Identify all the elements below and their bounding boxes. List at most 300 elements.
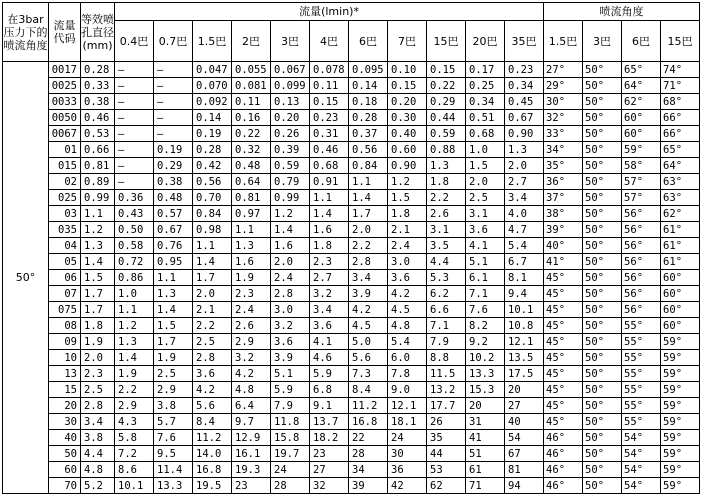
flow-value-cell: 23 [232, 478, 271, 494]
flow-value-cell: 0.90 [388, 158, 427, 174]
table-row [3, 110, 700, 126]
spray-angle-cell: 50° [583, 190, 622, 206]
flow-value-cell: 0.070 [193, 78, 232, 94]
flow-value-cell: 2.2 [427, 190, 466, 206]
flow-value-cell: 0.43 [115, 206, 154, 222]
flow-value-cell: 8.8 [427, 350, 466, 366]
flow-value-cell: 0.20 [271, 110, 310, 126]
flow-value-cell: 0.11 [232, 94, 271, 110]
flow-value-cell: 0.23 [310, 110, 349, 126]
flow-value-cell: 0.86 [115, 270, 154, 286]
spray-angle-cell: 55° [622, 350, 661, 366]
flow-value-cell: 3.6 [271, 334, 310, 350]
flow-value-cell: 7.3 [349, 366, 388, 382]
spray-angle-cell: 59° [661, 366, 700, 382]
spray-angle-cell: 50° [583, 414, 622, 430]
spray-angle-cell: 59° [661, 430, 700, 446]
flow-value-cell: 4.8 [388, 318, 427, 334]
flow-value-cell: 61 [466, 462, 505, 478]
flow-value-cell: 1.6 [310, 222, 349, 238]
flow-value-cell: 1.4 [310, 206, 349, 222]
flow-value-cell: 2.6 [232, 318, 271, 334]
flow-value-cell: 13.5 [505, 350, 544, 366]
flow-value-cell: 16.8 [349, 414, 388, 430]
table-row [3, 430, 700, 446]
flow-value-cell: 10.2 [466, 350, 505, 366]
flow-value-cell: 42 [388, 478, 427, 494]
spray-angle-cell: 50° [583, 238, 622, 254]
flow-value-cell: 1.4 [154, 302, 193, 318]
spray-angle-cell: 45° [544, 286, 583, 302]
flow-code-cell: 05 [49, 254, 81, 270]
flow-value-cell: – [154, 78, 193, 94]
flow-code-cell: 60 [49, 462, 81, 478]
spray-angle-cell: 62° [661, 206, 700, 222]
flow-value-cell: 19.7 [271, 446, 310, 462]
flow-value-cell: 2.4 [271, 270, 310, 286]
flow-value-cell: 0.28 [349, 110, 388, 126]
spray-angle-cell: 59° [661, 478, 700, 494]
flow-value-cell: 2.1 [193, 302, 232, 318]
flow-value-cell: 2.3 [232, 286, 271, 302]
spray-angle-cell: 50° [583, 446, 622, 462]
flow-value-cell: 1.0 [115, 286, 154, 302]
flow-value-cell: 2.8 [349, 254, 388, 270]
table-row [3, 238, 700, 254]
flow-value-cell: 36 [388, 462, 427, 478]
flow-value-cell: 0.14 [193, 110, 232, 126]
orifice-header: 等效喷孔直径(mm) [81, 3, 115, 62]
flow-value-cell: 2.5 [193, 334, 232, 350]
spray-angle-cell: 64° [661, 158, 700, 174]
flow-code-cell: 15 [49, 382, 81, 398]
spray-angle-cell: 61° [661, 238, 700, 254]
flow-value-cell: 4.4 [427, 254, 466, 270]
spray-angle-cell: 59° [661, 462, 700, 478]
flow-value-cell: – [115, 78, 154, 94]
flow-value-cell: 5.6 [349, 350, 388, 366]
spray-angle-cell: 45° [544, 270, 583, 286]
flow-value-cell: 35 [427, 430, 466, 446]
flow-value-cell: – [115, 158, 154, 174]
spray-angle-cell: 57° [622, 174, 661, 190]
orifice-diameter-cell: 5.2 [81, 478, 115, 494]
flow-value-cell: 1.3 [154, 286, 193, 302]
flow-value-cell: 17.5 [505, 366, 544, 382]
angle-pressure-header: 3巴 [583, 21, 622, 62]
flow-pressure-header: 6巴 [349, 21, 388, 62]
flow-value-cell: 12.9 [232, 430, 271, 446]
flow-value-cell: 3.1 [466, 206, 505, 222]
flow-value-cell: 2.2 [193, 318, 232, 334]
flow-code-cell: 0050 [49, 110, 81, 126]
flow-value-cell: 2.0 [349, 222, 388, 238]
flow-code-cell: 09 [49, 334, 81, 350]
flow-value-cell: 0.72 [115, 254, 154, 270]
flow-value-cell: 7.1 [427, 318, 466, 334]
flow-value-cell: 0.99 [271, 190, 310, 206]
spray-angle-cell: 56° [622, 206, 661, 222]
flow-value-cell: 0.95 [154, 254, 193, 270]
orifice-diameter-cell: 2.8 [81, 398, 115, 414]
flow-value-cell: 9.4 [505, 286, 544, 302]
angle-pressure-header: 15巴 [661, 21, 700, 62]
flow-value-cell: 24 [271, 462, 310, 478]
flow-value-cell: 0.56 [349, 142, 388, 158]
flow-value-cell: 0.32 [232, 142, 271, 158]
flow-value-cell: 0.23 [505, 62, 544, 78]
flow-value-cell: 13.3 [154, 478, 193, 494]
flow-value-cell: 3.5 [427, 238, 466, 254]
flow-value-cell: 0.68 [466, 126, 505, 142]
flow-value-cell: 0.28 [193, 142, 232, 158]
angle-pressure-header: 6巴 [622, 21, 661, 62]
flow-code-cell: 06 [49, 270, 81, 286]
flow-value-cell: 16.8 [193, 462, 232, 478]
flow-value-cell: 0.14 [349, 78, 388, 94]
flow-value-cell: 0.48 [154, 190, 193, 206]
flow-value-cell: 6.4 [232, 398, 271, 414]
orifice-diameter-cell: 1.7 [81, 286, 115, 302]
orifice-diameter-cell: 0.66 [81, 142, 115, 158]
flow-value-cell: 26 [427, 414, 466, 430]
flow-value-cell: 41 [466, 430, 505, 446]
flow-value-cell: 0.40 [388, 126, 427, 142]
flow-value-cell: 9.5 [154, 446, 193, 462]
flow-value-cell: 0.095 [349, 62, 388, 78]
flow-value-cell: 0.055 [232, 62, 271, 78]
table-row [3, 334, 700, 350]
flow-code-cell: 03 [49, 206, 81, 222]
flow-code-cell: 10 [49, 350, 81, 366]
orifice-diameter-cell: 0.53 [81, 126, 115, 142]
flow-value-cell: 6.1 [466, 270, 505, 286]
spray-angle-cell: 39° [544, 222, 583, 238]
spray-angle-cell: 63° [661, 174, 700, 190]
table-row [3, 366, 700, 382]
flow-pressure-header: 20巴 [466, 21, 505, 62]
spray-angle-cell: 60° [622, 126, 661, 142]
table-row [3, 462, 700, 478]
flow-value-cell: 1.7 [349, 206, 388, 222]
flow-value-cell: 1.9 [232, 270, 271, 286]
flow-value-cell: 3.0 [271, 302, 310, 318]
spray-angle-cell: 59° [661, 350, 700, 366]
spray-angle-cell: 54° [622, 462, 661, 478]
flow-value-cell: 15.8 [271, 430, 310, 446]
flow-value-cell: 30 [388, 446, 427, 462]
spray-angle-cell: 55° [622, 382, 661, 398]
flow-value-cell: 12.1 [388, 398, 427, 414]
flow-value-cell: 0.48 [232, 158, 271, 174]
spray-angle-cell: 55° [622, 366, 661, 382]
table-row [3, 190, 700, 206]
flow-value-cell: 3.6 [310, 318, 349, 334]
table-row [3, 62, 700, 78]
spray-angle-cell: 35° [544, 158, 583, 174]
flow-value-cell: 0.067 [271, 62, 310, 78]
flow-pressure-header: 7巴 [388, 21, 427, 62]
orifice-diameter-cell: 1.1 [81, 206, 115, 222]
orifice-diameter-cell: 2.5 [81, 382, 115, 398]
flow-group-header: 流量(lmin)* [115, 3, 544, 21]
flow-pressure-header: 0.4巴 [115, 21, 154, 62]
flow-value-cell: 3.6 [193, 366, 232, 382]
flow-value-cell: 1.4 [193, 254, 232, 270]
flow-value-cell: 5.7 [154, 414, 193, 430]
spray-angle-cell: 50° [583, 110, 622, 126]
flow-value-cell: 1.3 [505, 142, 544, 158]
flow-value-cell: 7.6 [466, 302, 505, 318]
flow-value-cell: 15.3 [466, 382, 505, 398]
spray-angle-cell: 29° [544, 78, 583, 94]
flow-value-cell: 44 [427, 446, 466, 462]
flow-value-cell: 0.46 [310, 142, 349, 158]
flow-value-cell: 53 [427, 462, 466, 478]
flow-value-cell: 0.22 [427, 78, 466, 94]
flow-value-cell: 0.078 [310, 62, 349, 78]
flow-value-cell: 4.1 [466, 238, 505, 254]
flow-value-cell: 2.9 [232, 334, 271, 350]
spray-angle-cell: 65° [661, 142, 700, 158]
table-row [3, 398, 700, 414]
flow-value-cell: 0.081 [232, 78, 271, 94]
flow-code-cell: 02 [49, 174, 81, 190]
flow-value-cell: 3.4 [505, 190, 544, 206]
flow-value-cell: 3.8 [154, 398, 193, 414]
flow-value-cell: – [154, 94, 193, 110]
spray-angle-cell: 61° [661, 222, 700, 238]
flow-value-cell: 4.0 [505, 206, 544, 222]
flow-value-cell: 1.3 [232, 238, 271, 254]
orifice-diameter-cell: 0.38 [81, 94, 115, 110]
spray-angle-cell: 60° [661, 302, 700, 318]
flow-value-cell: 2.5 [466, 190, 505, 206]
orifice-diameter-cell: 1.3 [81, 238, 115, 254]
flow-value-cell: 1.3 [115, 334, 154, 350]
flow-pressure-header: 0.7巴 [154, 21, 193, 62]
flow-value-cell: 2.3 [310, 254, 349, 270]
table-row [3, 126, 700, 142]
spray-angle-cell: 68° [661, 94, 700, 110]
flow-value-cell: 4.3 [115, 414, 154, 430]
flow-code-cell: 0017 [49, 62, 81, 78]
flow-value-cell: – [154, 110, 193, 126]
flow-pressure-header: 2巴 [232, 21, 271, 62]
flow-value-cell: 5.9 [271, 382, 310, 398]
spray-angle-cell: 50° [583, 302, 622, 318]
flow-value-cell: 1.9 [154, 350, 193, 366]
flow-value-cell: 0.31 [310, 126, 349, 142]
orifice-diameter-cell: 0.99 [81, 190, 115, 206]
table-row [3, 318, 700, 334]
spray-angle-cell: 71° [661, 78, 700, 94]
flow-value-cell: 1.2 [271, 206, 310, 222]
flow-value-cell: 11.5 [427, 366, 466, 382]
flow-code-cell: 13 [49, 366, 81, 382]
angle-pressure-header: 1.5巴 [544, 21, 583, 62]
flow-value-cell: 0.15 [388, 78, 427, 94]
flow-value-cell: 6.8 [310, 382, 349, 398]
spray-angle-cell: 27° [544, 62, 583, 78]
orifice-diameter-cell: 1.8 [81, 318, 115, 334]
orifice-diameter-cell: 2.0 [81, 350, 115, 366]
flow-value-cell: 2.7 [505, 174, 544, 190]
flow-value-cell: 1.3 [427, 158, 466, 174]
flow-value-cell: 2.7 [310, 270, 349, 286]
spray-angle-cell: 50° [583, 350, 622, 366]
flow-value-cell: 7.9 [271, 398, 310, 414]
flow-value-cell: 4.6 [310, 350, 349, 366]
flow-value-cell: 0.37 [349, 126, 388, 142]
flow-pressure-header: 1.5巴 [193, 21, 232, 62]
nozzle-spec-table [2, 2, 700, 494]
flow-value-cell: 1.8 [388, 206, 427, 222]
spray-angle-cell: 45° [544, 366, 583, 382]
flow-value-cell: 1.8 [427, 174, 466, 190]
spray-angle-cell: 34° [544, 142, 583, 158]
flow-value-cell: 5.0 [349, 334, 388, 350]
flow-value-cell: 2.8 [271, 286, 310, 302]
flow-value-cell: 3.2 [271, 318, 310, 334]
flow-value-cell: 0.39 [271, 142, 310, 158]
flow-value-cell: 11.2 [193, 430, 232, 446]
flow-value-cell: 13.7 [310, 414, 349, 430]
spray-angle-cell: 50° [583, 206, 622, 222]
spray-angle-cell: 54° [622, 430, 661, 446]
spray-angle-cell: 37° [544, 190, 583, 206]
spray-angle-cell: 50° [583, 62, 622, 78]
table-row [3, 382, 700, 398]
orifice-diameter-cell: 4.8 [81, 462, 115, 478]
flow-value-cell: 18.2 [310, 430, 349, 446]
flow-value-cell: 1.2 [388, 174, 427, 190]
spray-angle-cell: 58° [622, 158, 661, 174]
flow-value-cell: 2.2 [115, 382, 154, 398]
flow-value-cell: 0.15 [427, 62, 466, 78]
orifice-diameter-cell: 0.33 [81, 78, 115, 94]
spray-angle-cell: 45° [544, 318, 583, 334]
spray-angle-cell: 30° [544, 94, 583, 110]
flow-value-cell: 1.5 [466, 158, 505, 174]
flow-value-cell: – [115, 174, 154, 190]
spray-angle-cell: 50° [583, 430, 622, 446]
spray-angle-cell: 59° [661, 414, 700, 430]
flow-value-cell: 7.6 [154, 430, 193, 446]
flow-value-cell: 1.1 [349, 174, 388, 190]
flow-code-cell: 01 [49, 142, 81, 158]
flow-value-cell: 0.56 [193, 174, 232, 190]
flow-value-cell: 0.50 [115, 222, 154, 238]
flow-value-cell: 0.64 [232, 174, 271, 190]
flow-value-cell: 1.5 [388, 190, 427, 206]
code-header: 流量代码 [49, 3, 81, 62]
flow-value-cell: 31 [466, 414, 505, 430]
spray-angle-cell: 36° [544, 174, 583, 190]
condition-angle-cell: 50° [3, 62, 49, 494]
flow-value-cell: 39 [349, 478, 388, 494]
spray-angle-cell: 55° [622, 398, 661, 414]
flow-value-cell: 19.3 [232, 462, 271, 478]
flow-value-cell: 3.4 [349, 270, 388, 286]
flow-value-cell: 24 [388, 430, 427, 446]
flow-value-cell: 0.34 [466, 94, 505, 110]
flow-code-cell: 30 [49, 414, 81, 430]
spray-angle-cell: 50° [583, 366, 622, 382]
flow-value-cell: 0.98 [193, 222, 232, 238]
flow-value-cell: 0.67 [154, 222, 193, 238]
flow-value-cell: 4.2 [388, 286, 427, 302]
spray-angle-cell: 59° [661, 334, 700, 350]
flow-value-cell: 2.4 [232, 302, 271, 318]
flow-code-cell: 035 [49, 222, 81, 238]
spray-angle-cell: 50° [583, 398, 622, 414]
flow-value-cell: 0.15 [310, 94, 349, 110]
spray-angle-cell: 57° [622, 190, 661, 206]
flow-value-cell: 6.6 [427, 302, 466, 318]
spray-angle-cell: 60° [622, 110, 661, 126]
flow-pressure-header: 4巴 [310, 21, 349, 62]
spray-angle-cell: 60° [661, 286, 700, 302]
flow-value-cell: 1.7 [193, 270, 232, 286]
flow-value-cell: 2.8 [193, 350, 232, 366]
flow-value-cell: 0.22 [232, 126, 271, 142]
flow-value-cell: 32 [310, 478, 349, 494]
flow-value-cell: 62 [427, 478, 466, 494]
flow-value-cell: 28 [349, 446, 388, 462]
flow-value-cell: 13.3 [466, 366, 505, 382]
spray-angle-cell: 50° [583, 126, 622, 142]
spray-angle-cell: 62° [622, 94, 661, 110]
flow-value-cell: – [115, 142, 154, 158]
flow-pressure-header: 3巴 [271, 21, 310, 62]
flow-value-cell: 12.1 [505, 334, 544, 350]
spray-angle-cell: 50° [583, 94, 622, 110]
flow-value-cell: 7.8 [388, 366, 427, 382]
flow-value-cell: 2.9 [115, 398, 154, 414]
orifice-diameter-cell: 1.2 [81, 222, 115, 238]
flow-value-cell: 23 [310, 446, 349, 462]
flow-value-cell: 9.7 [232, 414, 271, 430]
flow-value-cell: 0.20 [388, 94, 427, 110]
flow-value-cell: 19.5 [193, 478, 232, 494]
spray-angle-cell: 60° [661, 318, 700, 334]
spray-angle-cell: 46° [544, 478, 583, 494]
flow-value-cell: 0.30 [388, 110, 427, 126]
flow-value-cell: 9.1 [310, 398, 349, 414]
flow-value-cell: 2.4 [388, 238, 427, 254]
flow-value-cell: 54 [505, 430, 544, 446]
flow-value-cell: 2.0 [466, 174, 505, 190]
flow-value-cell: 0.19 [193, 126, 232, 142]
flow-value-cell: 0.59 [427, 126, 466, 142]
flow-code-cell: 07 [49, 286, 81, 302]
spray-angle-cell: 74° [661, 62, 700, 78]
flow-value-cell: 8.2 [466, 318, 505, 334]
flow-value-cell: 5.3 [427, 270, 466, 286]
flow-code-cell: 025 [49, 190, 81, 206]
flow-value-cell: 2.6 [427, 206, 466, 222]
flow-value-cell: 0.81 [232, 190, 271, 206]
orifice-diameter-cell: 1.9 [81, 334, 115, 350]
flow-value-cell: 4.2 [193, 382, 232, 398]
flow-value-cell: – [115, 62, 154, 78]
flow-value-cell: – [115, 110, 154, 126]
flow-value-cell: 7.1 [466, 286, 505, 302]
flow-value-cell: 8.4 [349, 382, 388, 398]
flow-value-cell: 3.6 [466, 222, 505, 238]
flow-value-cell: 20 [505, 382, 544, 398]
